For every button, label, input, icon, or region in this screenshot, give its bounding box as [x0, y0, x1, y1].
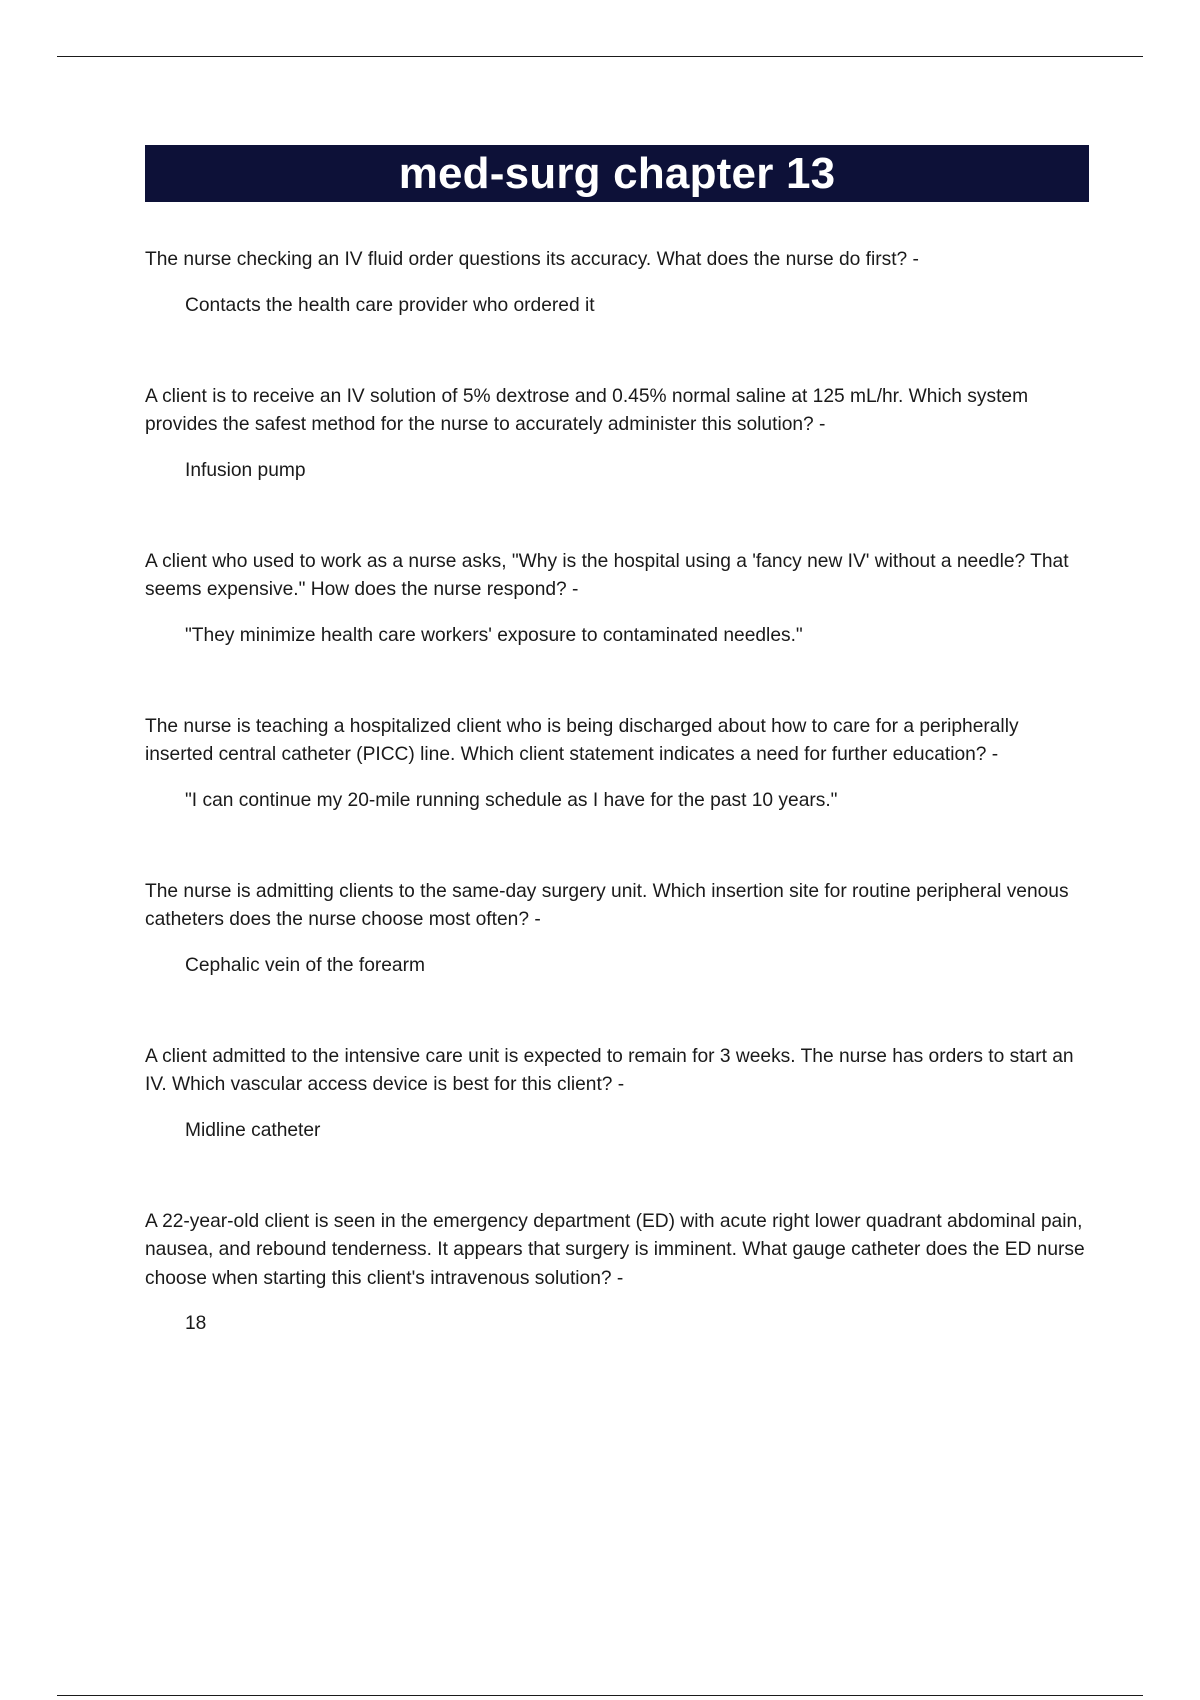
- qa-list: [145, 246, 1091, 1338]
- answer-text: Contacts the health care provider who ordered it: [185, 294, 595, 316]
- question-text: A client who used to work as a nurse asks, "Why is the hospital using a 'fancy new IV' without a needle? That seems expensive." How does the nurse respond? -: [145, 550, 1069, 600]
- question-text: A client is to receive an IV solution of 5% dextrose and 0.45% normal saline at 125 mL/hr. Which system provides the safest method for the nurse to accurately administer this solution? -: [145, 385, 1029, 435]
- top-divider: [57, 56, 1143, 57]
- qa-item: [145, 1043, 1091, 1145]
- answer-text: "I can continue my 20-mile running schedule as I have for the past 10 years.": [185, 789, 838, 811]
- title-banner: [145, 145, 1089, 202]
- qa-item: [145, 713, 1091, 815]
- page-title: med-surg chapter 13: [398, 148, 836, 198]
- question-text: A client admitted to the intensive care unit is expected to remain for 3 weeks. The nurse has orders to start an IV. Which vascular access device is best for this client? -: [145, 1045, 1074, 1095]
- qa-item: [145, 383, 1091, 485]
- answer-text: "They minimize health care workers' exposure to contaminated needles.": [185, 624, 803, 646]
- qa-item: [145, 878, 1091, 980]
- answer-text: 18: [185, 1313, 207, 1334]
- bottom-divider: [57, 1695, 1143, 1696]
- qa-item: [145, 548, 1091, 650]
- qa-item: [145, 246, 1091, 320]
- answer-text: Midline catheter: [185, 1119, 321, 1141]
- question-text: A 22-year-old client is seen in the emergency department (ED) with acute right lower quadrant abdominal pain, nausea, and rebound tenderness. It appears that surgery is imminent. What gauge catheter does the ED nurse choose when starting this client's intravenous solution? -: [145, 1210, 1085, 1289]
- answer-text: Cephalic vein of the forearm: [185, 954, 425, 976]
- question-text: The nurse checking an IV fluid order questions its accuracy. What does the nurse do first? -: [145, 249, 919, 270]
- answer-text: Infusion pump: [185, 459, 306, 481]
- qa-item: [145, 1208, 1091, 1339]
- question-text: The nurse is teaching a hospitalized client who is being discharged about how to care for a peripherally inserted central catheter (PICC) line. Which client statement indicates a need for further education? -: [145, 715, 1019, 765]
- question-text: The nurse is admitting clients to the same-day surgery unit. Which insertion site for routine peripheral venous catheters does the nurse choose most often? -: [145, 880, 1069, 930]
